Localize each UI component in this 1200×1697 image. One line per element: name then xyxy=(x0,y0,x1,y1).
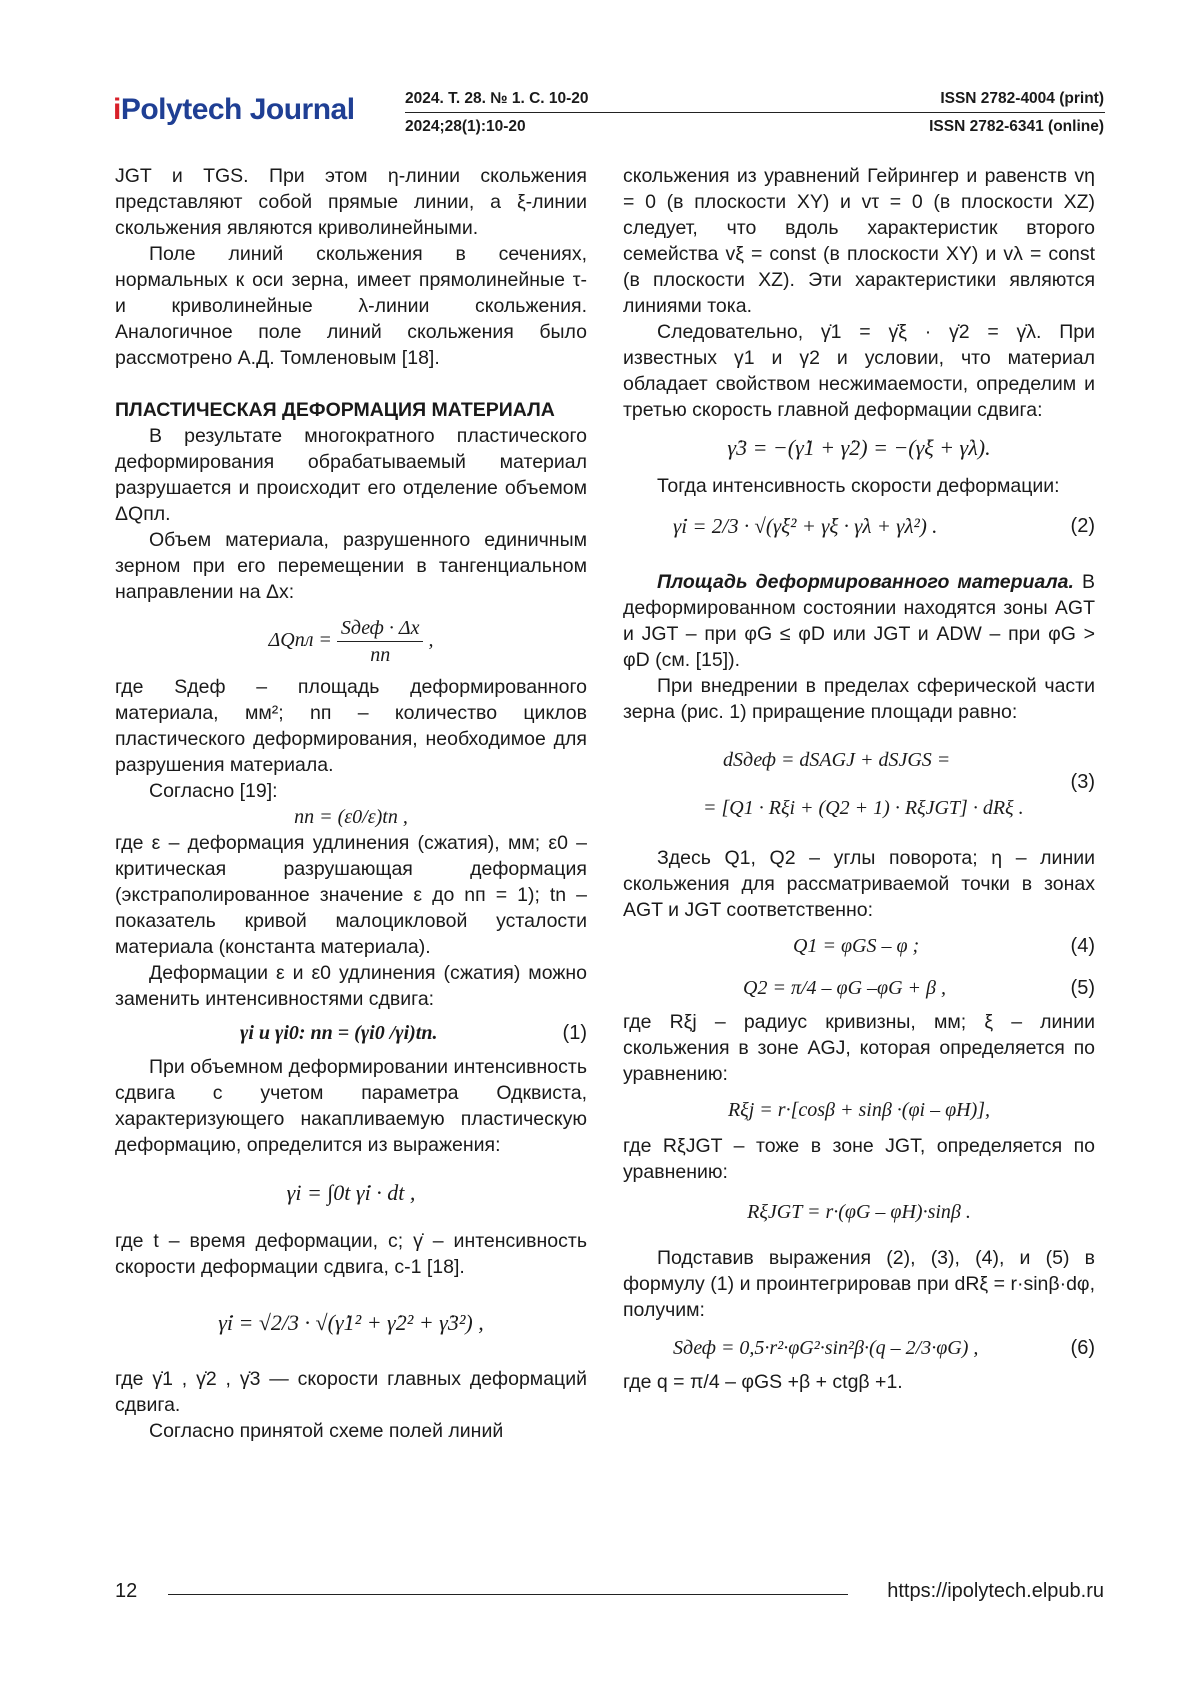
page-number: 12 xyxy=(115,1580,138,1602)
section-heading: ПЛАСТИЧЕСКАЯ ДЕФОРМАЦИЯ МАТЕРИАЛА xyxy=(115,399,555,421)
footer-rule xyxy=(168,1594,848,1595)
equation-number: (1) xyxy=(562,1022,587,1044)
paragraph-text: В деформированном состоянии находятся зоны AGT и JGT – при φG ≤ φD или JGT и ADW – при φG > φD (см. [15]). xyxy=(623,571,1095,671)
paragraph: Деформации ε и ε0 удлинения (сжатия) можно заменить интенсивностями сдвига: xyxy=(115,962,587,1010)
formula-delta-q xyxy=(115,615,587,668)
formula-3 xyxy=(623,739,1095,835)
fraction-numerator: Sдеф · Δx xyxy=(337,615,424,642)
issn-online: ISSN 2782-6341 (online) xyxy=(929,118,1104,135)
equation-number: (4) xyxy=(1070,935,1095,957)
formula-fraction xyxy=(337,615,424,668)
formula-text: Sдеф = 0,5·r²·φG²·sin²β·(q – 2/3·φG) , xyxy=(673,1337,979,1359)
formula-r-xi-j: Rξj = r·[cosβ + sinβ ·(φi – φH)], xyxy=(727,1099,991,1121)
page-header xyxy=(0,0,1200,150)
paragraph: Поле линий скольжения в сечениях, нормальных к оси зерна, имеет прямолинейные τ- и криволинейные λ-линии скольжения. Аналогичное поле линий скольжения было рассмотрено А.Д. Томленовым [18]. xyxy=(115,243,587,369)
formula-2 xyxy=(623,513,1095,547)
formula-gamma-rate: γ̇i = √2/3 · √(γ̇1² + γ̇2² + γ̇3²) , xyxy=(218,1310,484,1335)
citation-ru: 2024. Т. 28. № 1. С. 10-20 xyxy=(405,90,589,107)
formula-gamma-integral: γi = ∫0t γ̇i · dt , xyxy=(286,1180,416,1205)
paragraph: Подставив выражения (2), (3), (4), и (5) в формулу (1) и проинтегрировав при dRξ = r·sinβ·dφ, получим: xyxy=(623,1247,1095,1321)
paragraph: где Sдеф – площадь деформированного материала, мм²; nп – количество циклов пластического деформирования, необходимое для разрушения материала. xyxy=(115,676,587,776)
right-column xyxy=(623,163,1095,1395)
formula-5 xyxy=(623,975,1095,1009)
left-column xyxy=(115,163,587,1444)
formula-gamma3: γ̇3 = −(γ̇1 + γ̇2) = −(γ̇ξ + γ̇λ). xyxy=(727,435,991,460)
paragraph: JGT и TGS. При этом η-линии скольжения представляют собой прямые линии, а ξ-линии скольжения являются криволинейными. xyxy=(115,165,587,239)
journal-logo xyxy=(113,93,355,127)
formula-text: γi и γi0: nп = (γi0 /γi)tn. xyxy=(240,1022,438,1044)
formula-4 xyxy=(623,933,1095,967)
formula-1 xyxy=(115,1020,587,1054)
paragraph: В результате многократного пластического деформирования обрабатываемый материал разрушается и происходит его отделение объемом ΔQпл. xyxy=(115,425,587,525)
formula-r-xi-jgt: RξJGT = r·(φG – φH)·sinβ . xyxy=(747,1201,971,1223)
citation-en: 2024;28(1):10-20 xyxy=(405,118,526,135)
paragraph: Согласно [19]: xyxy=(149,780,278,802)
paragraph: При объемном деформировании интенсивность сдвига с учетом параметра Одквиста, характеризующего накапливаемую пластическую деформацию, определится из выражения: xyxy=(115,1056,587,1156)
equation-number: (6) xyxy=(1070,1337,1095,1359)
paragraph: Объем материала, разрушенного единичным зерном при его перемещении в тангенциальном направлении на Δx: xyxy=(115,529,587,603)
subsection-title: Площадь деформированного материала. xyxy=(657,571,1074,593)
paragraph: Следовательно, γ̇1 = γ̇ξ · γ̇2 = γ̇λ. При известных γ1 и γ2 и условии, что материал обладает свойством несжимаемости, определим и третью скорость главной деформации сдвига: xyxy=(623,321,1095,421)
paragraph: где γ̇1 , γ̇2 , γ̇3 — скорости главных деформаций сдвига. xyxy=(115,1368,587,1416)
header-rule xyxy=(405,112,1105,113)
formula-line-2: = [Q1 · Rξi + (Q2 + 1) · RξJGT] · dRξ . xyxy=(703,797,1024,819)
paragraph: скольжения из уравнений Гейрингер и равенств vη = 0 (в плоскости XY) и vτ = 0 (в плоскости XZ) следует, что вдоль характеристик второго семейства vξ = const (в плоскости XY) и vλ = const (в плоскости XZ). Эти характеристики являются линиями тока. xyxy=(623,165,1095,317)
formula-tail: , xyxy=(428,629,434,652)
equation-number: (2) xyxy=(1070,515,1095,537)
formula-6 xyxy=(623,1335,1095,1369)
equation-number: (5) xyxy=(1070,977,1095,999)
journal-url[interactable]: https://ipolytech.elpub.ru xyxy=(887,1580,1104,1602)
formula-lhs: ΔQпл = xyxy=(268,629,332,652)
paragraph: Тогда интенсивность скорости деформации: xyxy=(657,475,1060,497)
paragraph: где RξJGT – тоже в зоне JGT, определяется по уравнению: xyxy=(623,1135,1095,1183)
logo-text: Polytech Journal xyxy=(120,93,355,126)
paragraph: где q = π/4 – φGS +β + ctgβ +1. xyxy=(623,1371,903,1393)
formula-text: Q1 = φGS – φ ; xyxy=(793,935,920,957)
paragraph: Здесь Q1, Q2 – углы поворота; η – линии скольжения для рассматриваемой точки в зонах AGT и JGT соответственно: xyxy=(623,847,1095,921)
formula-text: γ̇i = 2/3 · √(γ̇ξ² + γ̇ξ · γ̇λ + γ̇λ²) . xyxy=(673,514,938,538)
paragraph: Согласно принятой схеме полей линий xyxy=(149,1420,504,1442)
logo-prefix: i xyxy=(113,93,121,126)
equation-number: (3) xyxy=(1070,771,1095,793)
formula-line-1: dSдеф = dSAGJ + dSJGS = xyxy=(723,749,951,771)
paragraph xyxy=(623,569,1095,673)
paragraph: где ε – деформация удлинения (сжатия), мм; ε0 – критическая разрушающая деформация (экстраполированное значение ε до nп = 1); tn – показатель кривой малоцикловой усталости материала (константа материала). xyxy=(115,832,587,958)
paragraph: где Rξj – радиус кривизны, мм; ξ – линии скольжения в зоне AGJ, которая определяется по уравнению: xyxy=(623,1011,1095,1085)
formula-np: nп = (ε0/ε)tn , xyxy=(294,806,408,828)
paragraph: При внедрении в пределах сферической части зерна (рис. 1) приращение площади равно: xyxy=(623,675,1095,723)
fraction-denominator: nп xyxy=(370,644,391,666)
formula-text: Q2 = π/4 – φG –φG + β , xyxy=(743,977,946,999)
issn-print: ISSN 2782-4004 (print) xyxy=(940,90,1104,107)
paragraph: где t – время деформации, с; γ̇ – интенсивность скорости деформации сдвига, с-1 [18]. xyxy=(115,1230,587,1278)
